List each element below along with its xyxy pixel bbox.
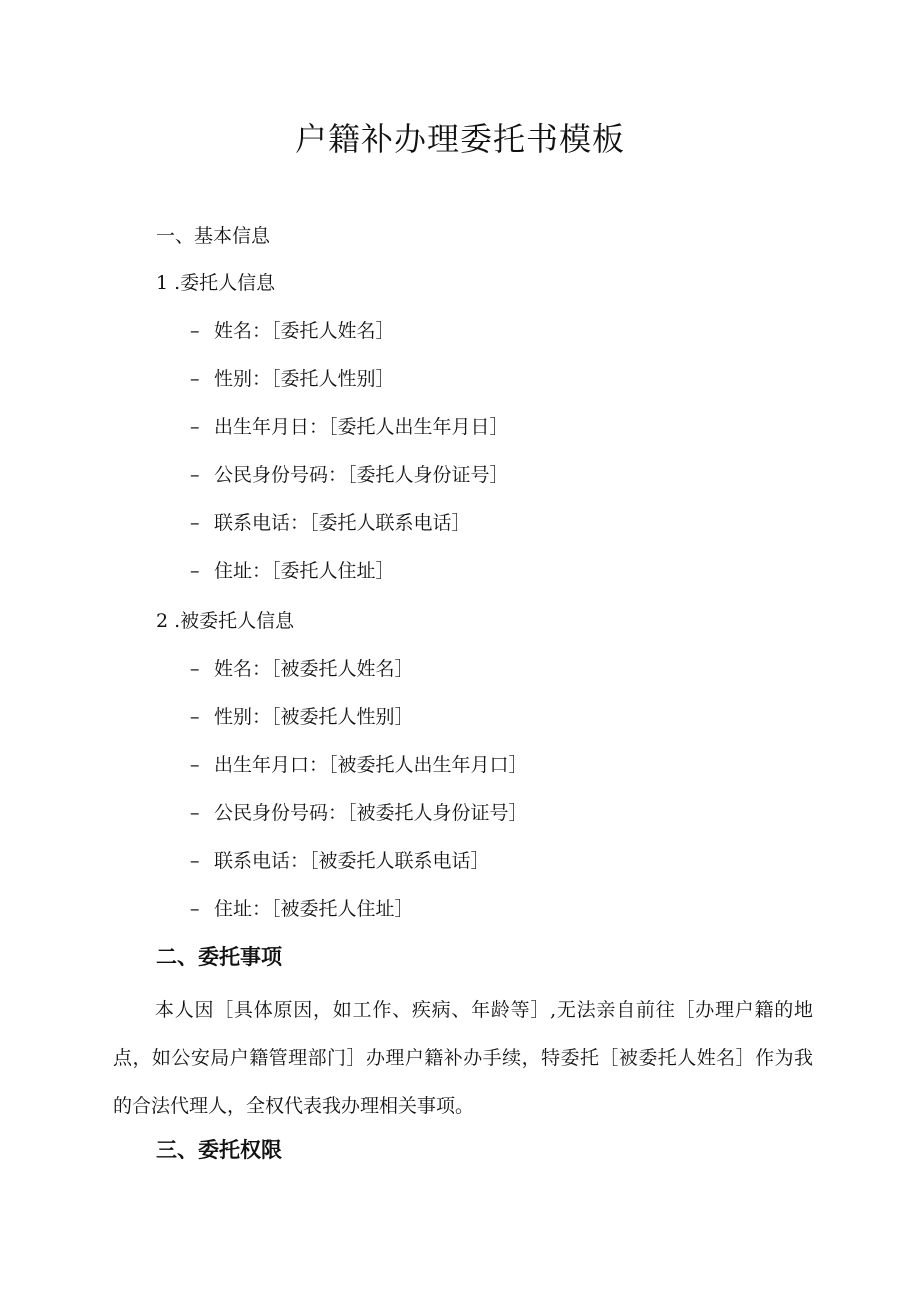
item-text: 公民身份号码：［被委托人身份证号］ bbox=[214, 802, 528, 824]
agent-item-name bbox=[190, 654, 414, 681]
section-heading-authority: 三、委托权限 bbox=[156, 1138, 282, 1162]
bullet-dash: – bbox=[190, 658, 200, 680]
document-title: 户籍补办理委托书模板 bbox=[294, 120, 625, 158]
item-text: 性别：［委托人性别］ bbox=[214, 368, 395, 390]
principal-item-phone bbox=[190, 508, 471, 535]
agent-item-phone bbox=[190, 846, 490, 873]
principal-item-address bbox=[190, 556, 395, 583]
principal-item-gender bbox=[190, 364, 395, 391]
bullet-dash: – bbox=[190, 416, 200, 438]
item-text: 性别：［被委托人性别］ bbox=[214, 706, 414, 728]
subheading-agent-info: 2 .被委托人信息 bbox=[156, 610, 295, 632]
subheading-principal-info: 1 .委托人信息 bbox=[156, 272, 276, 294]
item-text: 出生年月口：［被委托人出生年月口］ bbox=[214, 754, 528, 776]
agent-item-id-number bbox=[190, 798, 528, 825]
principal-item-birthdate bbox=[190, 412, 509, 439]
item-text: 住址：［被委托人住址］ bbox=[214, 898, 414, 920]
bullet-dash: – bbox=[190, 754, 200, 776]
bullet-dash: – bbox=[190, 802, 200, 824]
principal-item-id-number bbox=[190, 460, 509, 487]
item-text: 住址：［委托人住址］ bbox=[214, 560, 395, 582]
agent-item-gender bbox=[190, 702, 414, 729]
section-heading-entrusted-matters: 二、委托事项 bbox=[156, 945, 282, 969]
bullet-dash: – bbox=[190, 850, 200, 872]
item-text: 姓名：［被委托人姓名］ bbox=[214, 658, 414, 680]
bullet-dash: – bbox=[190, 320, 200, 342]
item-text: 姓名：［委托人姓名］ bbox=[214, 320, 395, 342]
bullet-dash: – bbox=[190, 512, 200, 534]
principal-item-name bbox=[190, 316, 395, 343]
agent-item-address bbox=[190, 894, 414, 921]
item-text: 出生年月日：［委托人出生年月日］ bbox=[214, 416, 509, 438]
section-heading-basic-info: 一、基本信息 bbox=[156, 225, 271, 247]
item-text: 公民身份号码：［委托人身份证号］ bbox=[214, 464, 509, 486]
agent-item-birthdate bbox=[190, 750, 528, 777]
bullet-dash: – bbox=[190, 368, 200, 390]
bullet-dash: – bbox=[190, 464, 200, 486]
bullet-dash: – bbox=[190, 560, 200, 582]
bullet-dash: – bbox=[190, 898, 200, 920]
bullet-dash: – bbox=[190, 706, 200, 728]
item-text: 联系电话：［委托人联系电话］ bbox=[214, 512, 471, 534]
item-text: 联系电话：［被委托人联系电话］ bbox=[214, 850, 490, 872]
entrustment-paragraph: 本人因［具体原因，如工作、疾病、年龄等］,无法亲自前往［办理户籍的地点，如公安局户籍管理部门］办理户籍补办手续，特委托［被委托人姓名］作为我的合法代理人，全权代表我办理相关事项。 bbox=[113, 999, 813, 1117]
